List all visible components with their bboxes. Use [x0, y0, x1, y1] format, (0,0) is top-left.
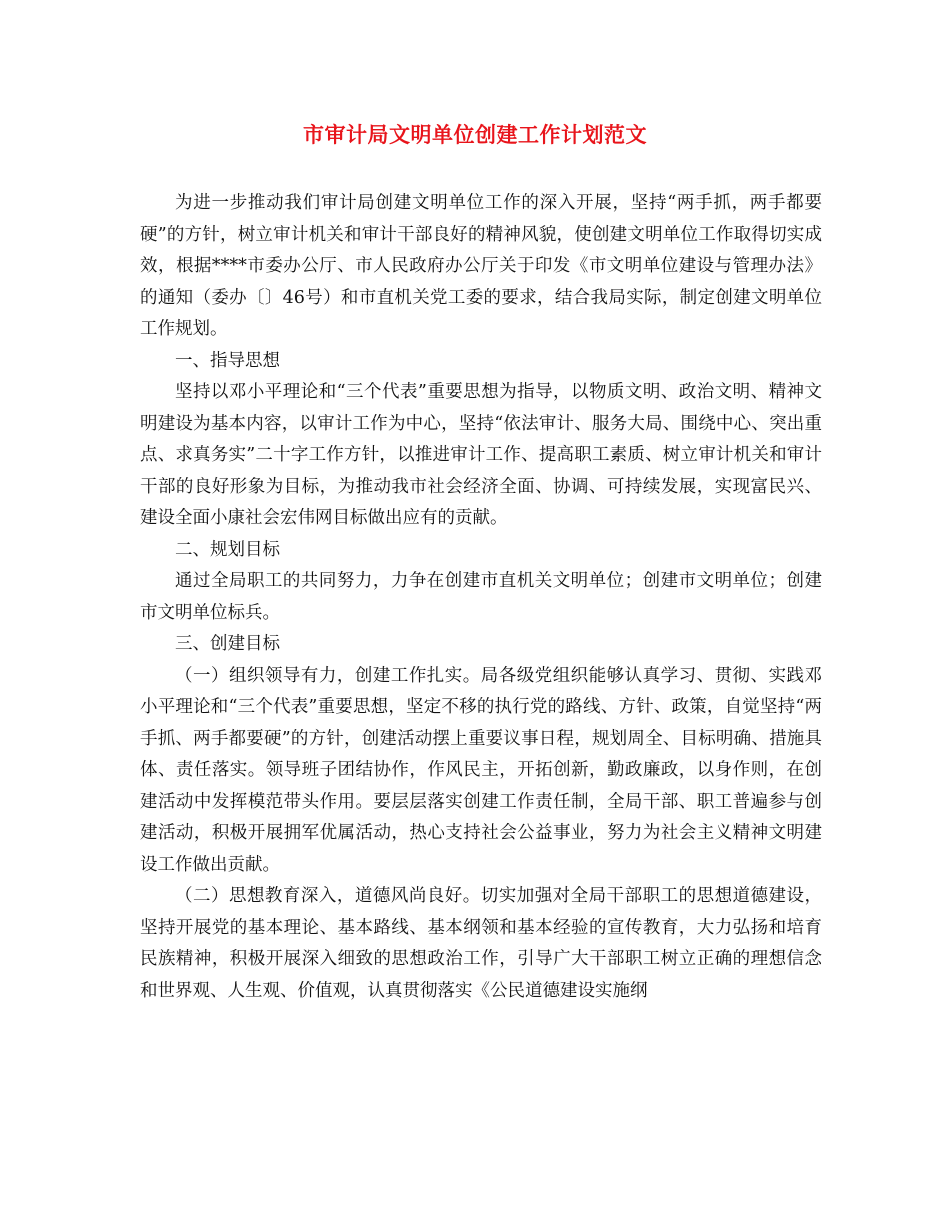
document-title: 市审计局文明单位创建工作计划范文 — [303, 122, 647, 147]
creation-goal-1-paragraph: （一）组织领导有力，创建工作扎实。局各级党组织能够认真学习、贯彻、实践邓小平理论和“三个代表”重要思想，坚定不移的执行党的路线、方针、政策，自觉坚持“两手抓、两手都要硬”的方针，创建活动摆上重要议事日程，规划周全、目标明确、措施具体、责任落实。领导班子团结协作，作风民主，开拓创新，勤政廉政，以身作则，在创建活动中发挥模范带头作用。要层层落实创建工作责任制，全局干部、职工普遍参与创建活动，积极开展拥军优属活动，热心支持社会公益事业，努力为社会主义精神文明建设工作做出贡献。 — [140, 665, 822, 875]
document-body — [140, 188, 822, 1007]
planning-goals-paragraph: 通过全局职工的共同努力，力争在创建市直机关文明单位；创建市文明单位；创建市文明单位标兵。 — [140, 571, 822, 623]
creation-goal-2-paragraph: （二）思想教育深入，道德风尚良好。切实加强对全局干部职工的思想道德建设，坚持开展党的基本理论、基本路线、基本纲领和基本经验的宣传教育，大力弘扬和培育民族精神，积极开展深入细致的思想政治工作，引导广大干部职工树立正确的理想信念和世界观、人生观、价值观，认真贯彻落实《公民道德建设实施纲 — [140, 886, 822, 1001]
guiding-thought-paragraph: 坚持以邓小平理论和“三个代表”重要思想为指导，以物质文明、政治文明、精神文明建设为基本内容，以审计工作为中心，坚持“依法审计、服务大局、围绕中心、突出重点、求真务实”二十字工作方针，以推进审计工作、提高职工素质、树立审计机关和审计干部的良好形象为目标，为推动我市社会经济全面、协调、可持续发展，实现富民兴、建设全面小康社会宏伟网目标做出应有的贡献。 — [140, 382, 822, 528]
intro-paragraph: 为进一步推动我们审计局创建文明单位工作的深入开展，坚持“两手抓，两手都要硬”的方针，树立审计机关和审计干部良好的精神风貌，使创建文明单位工作取得切实成效，根据****市委办公厅、市人民政府办公厅关于印发《市文明单位建设与管理办法》的通知（委办〔〕46号）和市直机关党工委的要求，结合我局实际，制定创建文明单位工作规划。 — [140, 193, 822, 339]
section-heading-creation-goals: 三、创建目标 — [175, 634, 280, 654]
section-heading-planning-goals: 二、规划目标 — [175, 539, 280, 560]
section-heading-guiding-thought: 一、指导思想 — [175, 350, 280, 371]
